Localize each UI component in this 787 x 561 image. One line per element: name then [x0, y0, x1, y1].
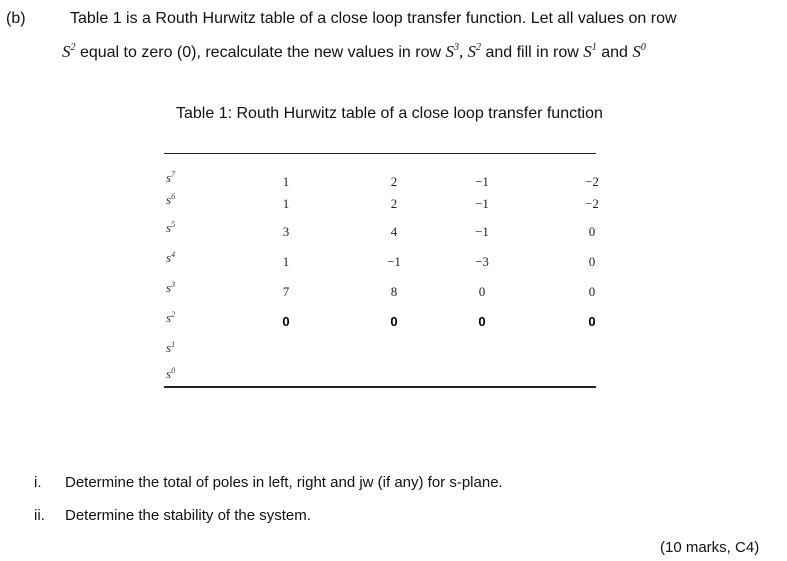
cell-s5-col4: 0	[588, 224, 596, 239]
cell-s6-col1: 1	[282, 196, 290, 211]
row-label-s0: $s^0$	[166, 366, 176, 381]
intro-line-1: Table 1 is a Routh Hurwitz table of a close loop transfer function. Let all values on row	[70, 10, 677, 27]
cell-s6-col2: 2	[390, 196, 398, 211]
cell-s2-col4: 0	[588, 314, 596, 329]
s0-symbol: $S^0$	[632, 42, 646, 61]
row-label-s1: $s^1$	[166, 340, 176, 355]
row-label-s4: $s^4$	[166, 250, 176, 265]
cell-s7-col2: 2	[390, 174, 398, 189]
cell-s3-col2: 8	[390, 284, 398, 299]
cell-s4-col1: 1	[282, 254, 290, 269]
cell-s2-col3: 0	[478, 314, 486, 329]
cell-s5-col2: 4	[390, 224, 398, 239]
table-bottom-rule	[164, 386, 596, 388]
cell-s4-col4: 0	[588, 254, 596, 269]
row-label-s3: $s^3$	[166, 280, 176, 295]
cell-s6-col4: −2	[585, 196, 599, 211]
intro-line-2-text: equal to zero (0), recalculate the new values in row	[79, 44, 442, 61]
table-top-rule	[164, 153, 596, 154]
cell-s5-col3: −1	[475, 224, 489, 239]
s1-symbol: $S^1$	[583, 42, 597, 61]
cell-s2-col1: 0	[282, 314, 290, 329]
cell-s4-col3: −3	[475, 254, 489, 269]
table-title: Table 1: Routh Hurwitz table of a close loop transfer function	[176, 105, 603, 122]
row-label-s7: $s^7$	[166, 170, 176, 185]
cell-s3-col3: 0	[478, 284, 486, 299]
question-2	[34, 507, 311, 524]
cell-s7-col4: −2	[585, 174, 599, 189]
s2-symbol: $S^2$	[62, 42, 76, 61]
intro-line-2-and2: and	[601, 44, 628, 61]
cell-s7-col3: −1	[475, 174, 489, 189]
row-label-s2: $s^2$	[166, 310, 176, 325]
cell-s3-col4: 0	[588, 284, 596, 299]
cell-s4-col2: −1	[387, 254, 401, 269]
intro-line-2	[62, 42, 646, 62]
cell-s3-col1: 7	[282, 284, 290, 299]
intro-line-2-and: and fill in row	[485, 44, 579, 61]
marks-label: (10 marks, C4)	[660, 539, 760, 556]
cell-s2-col2: 0	[390, 314, 398, 329]
part-label: (b)	[6, 10, 26, 27]
cell-s7-col1: 1	[282, 174, 290, 189]
row-label-s5: $s^5$	[166, 220, 176, 235]
question-1-number: i.	[34, 474, 42, 491]
s3-s2-symbols: $S^3$, $S^2$	[445, 42, 481, 61]
question-2-text: Determine the stability of the system.	[65, 507, 311, 524]
cell-s6-col3: −1	[475, 196, 489, 211]
cell-s5-col1: 3	[282, 224, 290, 239]
question-2-number: ii.	[34, 507, 45, 524]
row-label-s6: $s^6$	[166, 192, 176, 207]
question-1-text: Determine the total of poles in left, right and jw (if any) for s-plane.	[65, 474, 503, 491]
question-1	[34, 474, 503, 491]
